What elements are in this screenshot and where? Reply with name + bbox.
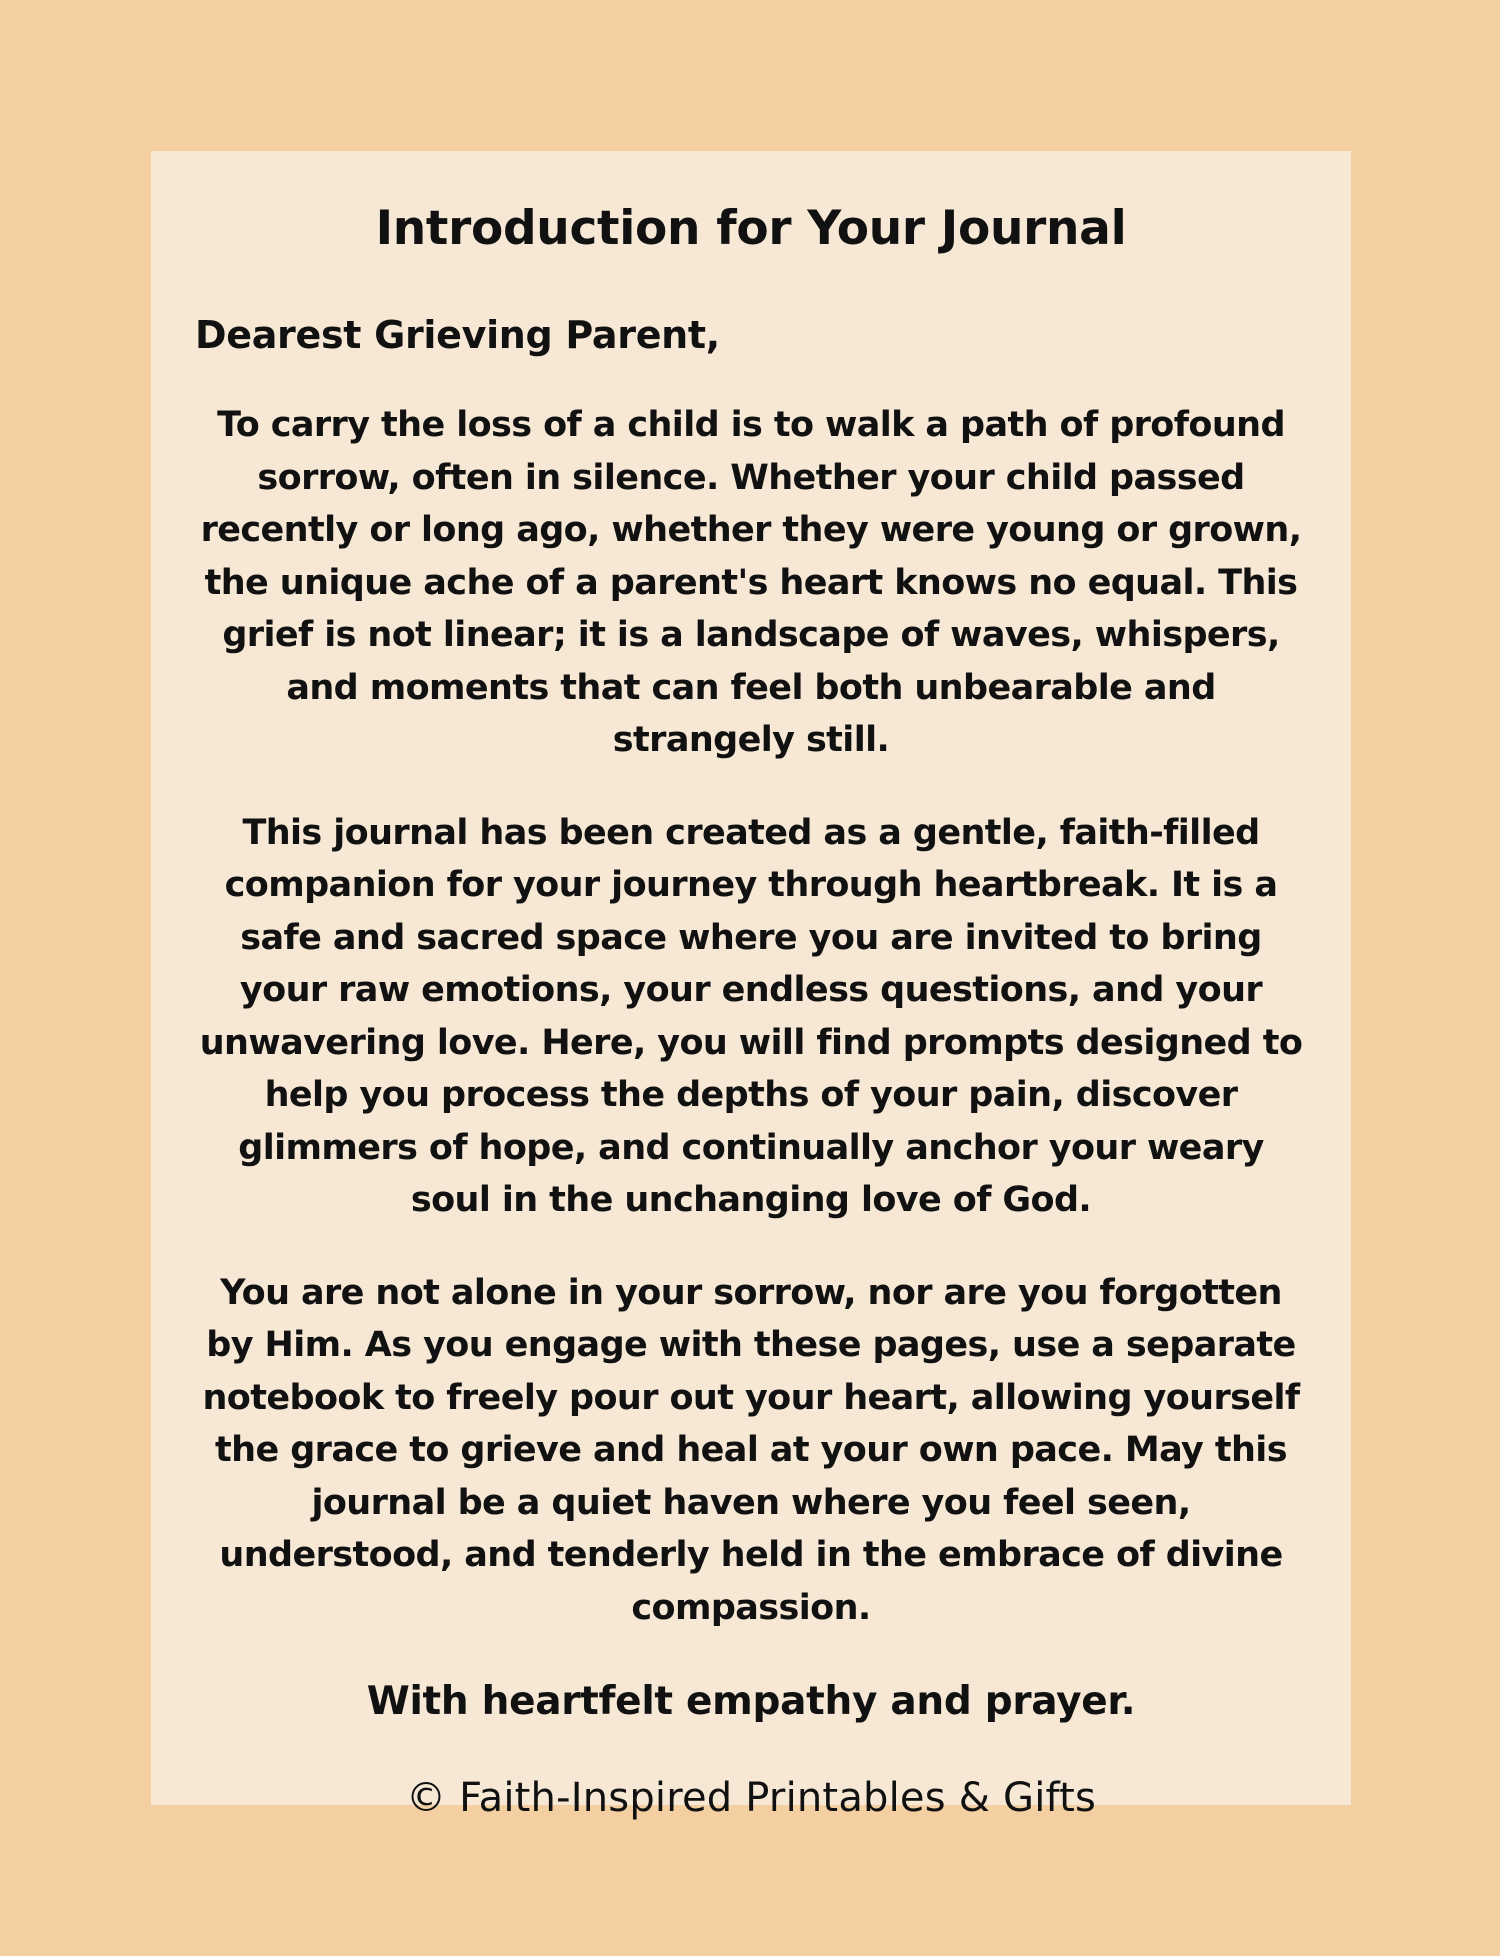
signoff: With heartfelt empathy and prayer. xyxy=(366,1679,1136,1724)
salutation: Dearest Grieving Parent, xyxy=(195,313,720,357)
body-paragraph-1: To carry the loss of a child is to walk a path of profound sorrow, often in silence. Whether your child passed recently or long ago, whether they were young or grown, the unique ache of a parent's heart knows no equal. This grief is not linear; it is a landscape of waves, whispers, and moments that can feel both unbearable and strangely still. xyxy=(200,405,1302,760)
journal-intro-card xyxy=(151,151,1351,1821)
body-paragraph-2: This journal has been created as a gentle, faith-filled companion for your journey through heartbreak. It is a safe and sacred space where you are invited to bring your raw emotions, your endless questions, and your unwavering love. Here, you will find prompts designed to help you process the depths of your pain, discover glimmers of hope, and continually anchor your weary soul in the unchanging love of God. xyxy=(199,812,1303,1220)
body-paragraph-3: You are not alone in your sorrow, nor are you forgotten by Him. As you engage with these pages, use a separate notebook to freely pour out your heart, allowing yourself the grace to grieve and heal at your own pace. May this journal be a quiet haven where you feel seen, understood, and tenderly held in the embrace of divine compassion. xyxy=(202,1272,1300,1628)
page-title: Introduction for Your Journal xyxy=(375,201,1127,256)
copyright-notice: © Faith-Inspired Printables & Gifts xyxy=(405,1775,1097,1821)
